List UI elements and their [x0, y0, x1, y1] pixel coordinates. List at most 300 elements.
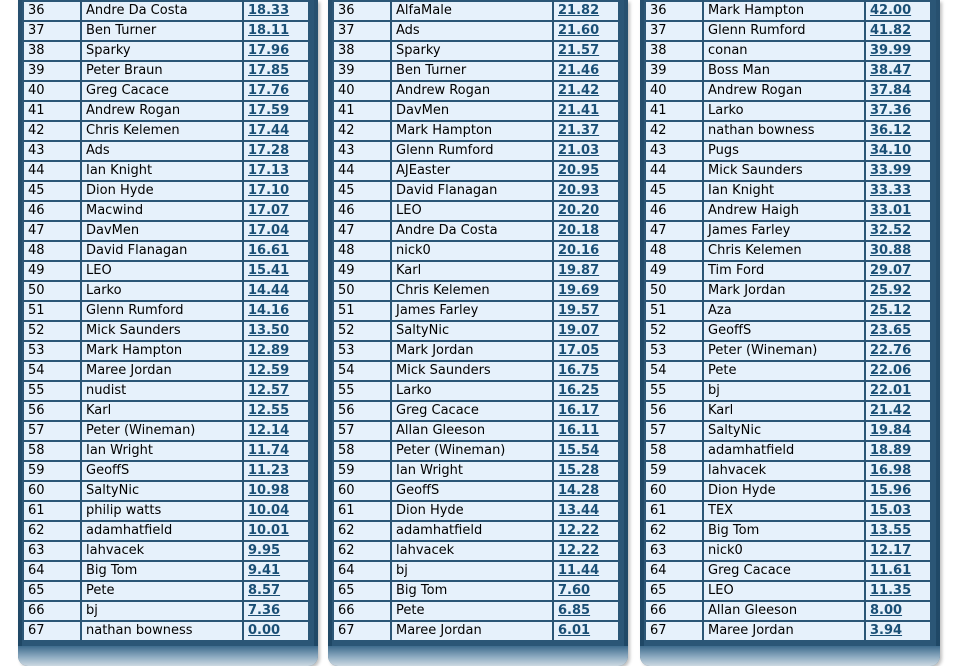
player-name-cell: GeoffS: [81, 461, 243, 481]
rank-cell: 40: [23, 81, 81, 101]
score-link[interactable]: 11.35: [870, 583, 912, 598]
player-name-cell: Mark Jordan: [391, 341, 553, 361]
score-link[interactable]: 19.84: [870, 423, 912, 438]
score-link[interactable]: 9.41: [248, 563, 281, 578]
score-cell: [865, 61, 931, 81]
player-name-cell: Macwind: [81, 201, 243, 221]
score-link[interactable]: 12.55: [248, 403, 290, 418]
score-link[interactable]: 30.88: [870, 243, 912, 258]
score-link[interactable]: 15.54: [558, 443, 600, 458]
rank-cell: 66: [645, 601, 703, 621]
score-link[interactable]: 11.23: [248, 463, 290, 478]
score-cell: [243, 61, 309, 81]
score-cell: [553, 81, 619, 101]
player-name-cell: Andrew Rogan: [81, 101, 243, 121]
table-row: [333, 441, 619, 461]
table-row: [23, 21, 309, 41]
score-link[interactable]: 38.47: [870, 63, 912, 78]
score-link[interactable]: 18.11: [248, 23, 290, 38]
player-name-cell: Big Tom: [391, 581, 553, 601]
score-link[interactable]: 18.89: [870, 443, 912, 458]
score-link[interactable]: 22.76: [870, 343, 912, 358]
leaderboard-panel-2: [328, 0, 628, 666]
rank-cell: 60: [645, 481, 703, 501]
score-link[interactable]: 12.22: [558, 523, 600, 538]
score-link[interactable]: 21.82: [558, 3, 600, 18]
score-link[interactable]: 11.74: [248, 443, 290, 458]
panel-footer: [640, 646, 940, 666]
player-name-cell: DavMen: [81, 221, 243, 241]
score-link[interactable]: 42.00: [870, 3, 912, 18]
score-link[interactable]: 17.04: [248, 223, 290, 238]
rank-cell: 61: [23, 501, 81, 521]
rank-cell: 67: [333, 621, 391, 641]
table-row: [23, 321, 309, 341]
table-row: [333, 221, 619, 241]
score-cell: [865, 601, 931, 621]
score-link[interactable]: 19.69: [558, 283, 600, 298]
player-name-cell: Greg Cacace: [81, 81, 243, 101]
rank-cell: 36: [645, 1, 703, 21]
table-row: [23, 81, 309, 101]
table-row: [333, 1, 619, 21]
table-row: [645, 561, 931, 581]
rank-cell: 51: [645, 301, 703, 321]
player-name-cell: philip watts: [81, 501, 243, 521]
score-link[interactable]: 16.11: [558, 423, 600, 438]
score-link[interactable]: 21.03: [558, 143, 600, 158]
score-cell: [243, 221, 309, 241]
player-name-cell: Maree Jordan: [391, 621, 553, 641]
table-row: [645, 521, 931, 541]
score-link[interactable]: 19.57: [558, 303, 600, 318]
table-row: [23, 361, 309, 381]
score-cell: [865, 321, 931, 341]
rank-cell: 64: [333, 561, 391, 581]
score-cell: [553, 361, 619, 381]
table-row: [645, 541, 931, 561]
player-name-cell: Andrew Haigh: [703, 201, 865, 221]
score-link[interactable]: 32.52: [870, 223, 912, 238]
score-link[interactable]: 36.12: [870, 123, 912, 138]
table-row: [333, 61, 619, 81]
score-link[interactable]: 17.59: [248, 103, 290, 118]
rank-cell: 45: [645, 181, 703, 201]
score-cell: [243, 621, 309, 641]
rank-cell: 67: [645, 621, 703, 641]
score-link[interactable]: 20.20: [558, 203, 600, 218]
score-link[interactable]: 12.14: [248, 423, 290, 438]
score-link[interactable]: 12.59: [248, 363, 290, 378]
score-link[interactable]: 16.61: [248, 243, 290, 258]
score-link[interactable]: 34.10: [870, 143, 912, 158]
score-link[interactable]: 10.04: [248, 503, 290, 518]
player-name-cell: LEO: [391, 201, 553, 221]
table-row: [333, 241, 619, 261]
table-row: [333, 521, 619, 541]
score-cell: [243, 241, 309, 261]
score-link[interactable]: 33.99: [870, 163, 912, 178]
table-row: [645, 621, 931, 641]
score-link[interactable]: 15.28: [558, 463, 600, 478]
table-row: [23, 341, 309, 361]
table-row: [645, 421, 931, 441]
player-name-cell: Pete: [81, 581, 243, 601]
score-link[interactable]: 17.76: [248, 83, 290, 98]
table-row: [23, 161, 309, 181]
player-name-cell: SaltyNic: [391, 321, 553, 341]
score-link[interactable]: 22.01: [870, 383, 912, 398]
rank-cell: 55: [645, 381, 703, 401]
score-link[interactable]: 25.92: [870, 283, 912, 298]
score-cell: [243, 501, 309, 521]
player-name-cell: Karl: [703, 401, 865, 421]
score-link[interactable]: 21.37: [558, 123, 600, 138]
score-link[interactable]: 33.01: [870, 203, 912, 218]
table-row: [645, 401, 931, 421]
player-name-cell: Andre Da Costa: [391, 221, 553, 241]
score-cell: [243, 461, 309, 481]
score-link[interactable]: 17.10: [248, 183, 290, 198]
score-cell: [865, 381, 931, 401]
leaderboard-table-3: [644, 0, 932, 642]
player-name-cell: lahvacek: [391, 541, 553, 561]
score-link[interactable]: 21.42: [558, 83, 600, 98]
player-name-cell: Glenn Rumford: [391, 141, 553, 161]
table-row: [23, 61, 309, 81]
score-cell: [243, 181, 309, 201]
score-cell: [243, 341, 309, 361]
score-link[interactable]: 22.06: [870, 363, 912, 378]
rank-cell: 47: [645, 221, 703, 241]
player-name-cell: Chris Kelemen: [81, 121, 243, 141]
score-cell: [243, 161, 309, 181]
table-row: [23, 241, 309, 261]
score-link[interactable]: 21.57: [558, 43, 600, 58]
score-cell: [553, 181, 619, 201]
score-link[interactable]: 11.44: [558, 563, 600, 578]
rank-cell: 46: [333, 201, 391, 221]
player-name-cell: Mark Hampton: [391, 121, 553, 141]
player-name-cell: Sparky: [391, 41, 553, 61]
rank-cell: 39: [333, 61, 391, 81]
score-cell: [243, 381, 309, 401]
table-row: [333, 181, 619, 201]
player-name-cell: nathan bowness: [703, 121, 865, 141]
rank-cell: 45: [333, 181, 391, 201]
score-link[interactable]: 17.96: [248, 43, 290, 58]
rank-cell: 60: [333, 481, 391, 501]
score-cell: [553, 621, 619, 641]
table-row: [23, 281, 309, 301]
score-link[interactable]: 12.57: [248, 383, 290, 398]
player-name-cell: bj: [703, 381, 865, 401]
player-name-cell: bj: [81, 601, 243, 621]
score-cell: [553, 201, 619, 221]
player-name-cell: Ian Knight: [703, 181, 865, 201]
table-row: [23, 181, 309, 201]
score-link[interactable]: 21.41: [558, 103, 600, 118]
table-row: [23, 601, 309, 621]
score-link[interactable]: 10.01: [248, 523, 290, 538]
player-name-cell: Peter (Wineman): [391, 441, 553, 461]
score-cell: [243, 21, 309, 41]
table-row: [333, 41, 619, 61]
player-name-cell: Larko: [391, 381, 553, 401]
table-row: [333, 421, 619, 441]
rank-cell: 43: [645, 141, 703, 161]
table-row: [333, 81, 619, 101]
score-cell: [865, 41, 931, 61]
score-link[interactable]: 7.36: [248, 603, 281, 618]
score-link[interactable]: 14.16: [248, 303, 290, 318]
score-link[interactable]: 41.82: [870, 23, 912, 38]
rank-cell: 58: [23, 441, 81, 461]
rank-cell: 64: [23, 561, 81, 581]
score-cell: [865, 361, 931, 381]
leaderboard-table-2: [332, 0, 620, 642]
score-cell: [243, 101, 309, 121]
score-link[interactable]: 10.98: [248, 483, 290, 498]
player-name-cell: lahvacek: [703, 461, 865, 481]
table-row: [23, 41, 309, 61]
table-row: [333, 341, 619, 361]
score-link[interactable]: 23.65: [870, 323, 912, 338]
score-link[interactable]: 0.00: [248, 623, 281, 638]
score-link[interactable]: 16.75: [558, 363, 600, 378]
rank-cell: 44: [333, 161, 391, 181]
score-cell: [553, 1, 619, 21]
score-link[interactable]: 6.85: [558, 603, 591, 618]
rank-cell: 61: [645, 501, 703, 521]
score-link[interactable]: 17.07: [248, 203, 290, 218]
score-link[interactable]: 29.07: [870, 263, 912, 278]
table-row: [23, 401, 309, 421]
player-name-cell: Chris Kelemen: [703, 241, 865, 261]
rank-cell: 59: [333, 461, 391, 481]
score-link[interactable]: 15.41: [248, 263, 290, 278]
rank-cell: 50: [645, 281, 703, 301]
score-link[interactable]: 19.07: [558, 323, 600, 338]
score-link[interactable]: 20.16: [558, 243, 600, 258]
table-row: [23, 261, 309, 281]
score-link[interactable]: 14.44: [248, 283, 290, 298]
rank-cell: 42: [645, 121, 703, 141]
rank-cell: 59: [645, 461, 703, 481]
table-row: [333, 381, 619, 401]
table-row: [645, 101, 931, 121]
player-name-cell: Mick Saunders: [703, 161, 865, 181]
player-name-cell: SaltyNic: [703, 421, 865, 441]
rank-cell: 67: [23, 621, 81, 641]
player-name-cell: nathan bowness: [81, 621, 243, 641]
score-link[interactable]: 6.01: [558, 623, 591, 638]
score-link[interactable]: 16.17: [558, 403, 600, 418]
score-link[interactable]: 3.94: [870, 623, 903, 638]
score-cell: [553, 541, 619, 561]
table-row: [333, 161, 619, 181]
score-link[interactable]: 17.05: [558, 343, 600, 358]
score-cell: [243, 401, 309, 421]
score-cell: [553, 321, 619, 341]
table-row: [645, 281, 931, 301]
player-name-cell: bj: [391, 561, 553, 581]
score-link[interactable]: 39.99: [870, 43, 912, 58]
score-link[interactable]: 17.44: [248, 123, 290, 138]
player-name-cell: Mick Saunders: [81, 321, 243, 341]
score-cell: [865, 161, 931, 181]
rank-cell: 62: [645, 521, 703, 541]
player-name-cell: DavMen: [391, 101, 553, 121]
player-name-cell: AJEaster: [391, 161, 553, 181]
player-name-cell: Aza: [703, 301, 865, 321]
player-name-cell: Karl: [81, 401, 243, 421]
player-name-cell: Karl: [391, 261, 553, 281]
score-link[interactable]: 14.28: [558, 483, 600, 498]
rank-cell: 61: [333, 501, 391, 521]
score-cell: [553, 401, 619, 421]
score-link[interactable]: 16.25: [558, 383, 600, 398]
table-row: [23, 481, 309, 501]
rank-cell: 46: [645, 201, 703, 221]
score-link[interactable]: 12.89: [248, 343, 290, 358]
rank-cell: 49: [645, 261, 703, 281]
player-name-cell: Mark Jordan: [703, 281, 865, 301]
player-name-cell: conan: [703, 41, 865, 61]
score-cell: [553, 461, 619, 481]
table-row: [645, 81, 931, 101]
score-link[interactable]: 20.93: [558, 183, 600, 198]
rank-cell: 55: [23, 381, 81, 401]
panel-footer: [328, 646, 628, 666]
rank-cell: 49: [333, 261, 391, 281]
player-name-cell: Andrew Rogan: [703, 81, 865, 101]
table-row: [645, 121, 931, 141]
score-link[interactable]: 13.44: [558, 503, 600, 518]
score-link[interactable]: 7.60: [558, 583, 591, 598]
score-link[interactable]: 15.96: [870, 483, 912, 498]
score-link[interactable]: 21.46: [558, 63, 600, 78]
score-link[interactable]: 19.87: [558, 263, 600, 278]
rank-cell: 59: [23, 461, 81, 481]
player-name-cell: Larko: [703, 101, 865, 121]
score-cell: [865, 501, 931, 521]
rank-cell: 50: [333, 281, 391, 301]
score-link[interactable]: 8.57: [248, 583, 281, 598]
score-link[interactable]: 17.85: [248, 63, 290, 78]
rank-cell: 57: [23, 421, 81, 441]
score-cell: [553, 281, 619, 301]
table-row: [645, 181, 931, 201]
score-cell: [865, 21, 931, 41]
table-row: [645, 261, 931, 281]
score-link[interactable]: 21.60: [558, 23, 600, 38]
rank-cell: 56: [333, 401, 391, 421]
score-link[interactable]: 8.00: [870, 603, 903, 618]
rank-cell: 38: [23, 41, 81, 61]
score-link[interactable]: 18.33: [248, 3, 290, 18]
rank-cell: 66: [23, 601, 81, 621]
table-row: [333, 621, 619, 641]
table-row: [645, 221, 931, 241]
score-link[interactable]: 9.95: [248, 543, 281, 558]
rank-cell: 47: [23, 221, 81, 241]
player-name-cell: adamhatfield: [703, 441, 865, 461]
table-row: [645, 301, 931, 321]
player-name-cell: Andre Da Costa: [81, 1, 243, 21]
table-row: [645, 1, 931, 21]
score-cell: [553, 301, 619, 321]
rank-cell: 52: [333, 321, 391, 341]
score-link[interactable]: 20.18: [558, 223, 600, 238]
score-cell: [553, 161, 619, 181]
score-cell: [553, 241, 619, 261]
score-link[interactable]: 13.50: [248, 323, 290, 338]
score-cell: [243, 81, 309, 101]
player-name-cell: Ben Turner: [81, 21, 243, 41]
score-link[interactable]: 12.22: [558, 543, 600, 558]
rank-cell: 41: [645, 101, 703, 121]
table-row: [333, 201, 619, 221]
rank-cell: 66: [333, 601, 391, 621]
score-cell: [865, 441, 931, 461]
score-link[interactable]: 21.42: [870, 403, 912, 418]
score-link[interactable]: 15.03: [870, 503, 912, 518]
score-cell: [553, 61, 619, 81]
score-link[interactable]: 25.12: [870, 303, 912, 318]
table-row: [333, 401, 619, 421]
score-link[interactable]: 13.55: [870, 523, 912, 538]
rank-cell: 48: [23, 241, 81, 261]
player-name-cell: Ian Knight: [81, 161, 243, 181]
table-row: [333, 481, 619, 501]
score-cell: [865, 281, 931, 301]
rank-cell: 37: [23, 21, 81, 41]
score-link[interactable]: 33.33: [870, 183, 912, 198]
table-row: [23, 441, 309, 461]
score-cell: [243, 441, 309, 461]
player-name-cell: LEO: [81, 261, 243, 281]
rank-cell: 65: [333, 581, 391, 601]
score-link[interactable]: 11.61: [870, 563, 912, 578]
score-cell: [553, 261, 619, 281]
score-cell: [243, 361, 309, 381]
table-row: [333, 501, 619, 521]
score-cell: [553, 101, 619, 121]
score-cell: [865, 141, 931, 161]
score-cell: [865, 1, 931, 21]
player-name-cell: Andrew Rogan: [391, 81, 553, 101]
table-row: [23, 221, 309, 241]
score-link[interactable]: 17.13: [248, 163, 290, 178]
score-link[interactable]: 16.98: [870, 463, 912, 478]
player-name-cell: GeoffS: [703, 321, 865, 341]
player-name-cell: Pete: [391, 601, 553, 621]
table-row: [23, 561, 309, 581]
table-row: [23, 541, 309, 561]
score-link[interactable]: 20.95: [558, 163, 600, 178]
rank-cell: 62: [333, 541, 391, 561]
table-row: [645, 361, 931, 381]
player-name-cell: David Flanagan: [391, 181, 553, 201]
score-link[interactable]: 12.17: [870, 543, 912, 558]
score-link[interactable]: 17.28: [248, 143, 290, 158]
score-link[interactable]: 37.36: [870, 103, 912, 118]
rank-cell: 50: [23, 281, 81, 301]
player-name-cell: adamhatfield: [391, 521, 553, 541]
score-link[interactable]: 37.84: [870, 83, 912, 98]
player-name-cell: Dion Hyde: [703, 481, 865, 501]
